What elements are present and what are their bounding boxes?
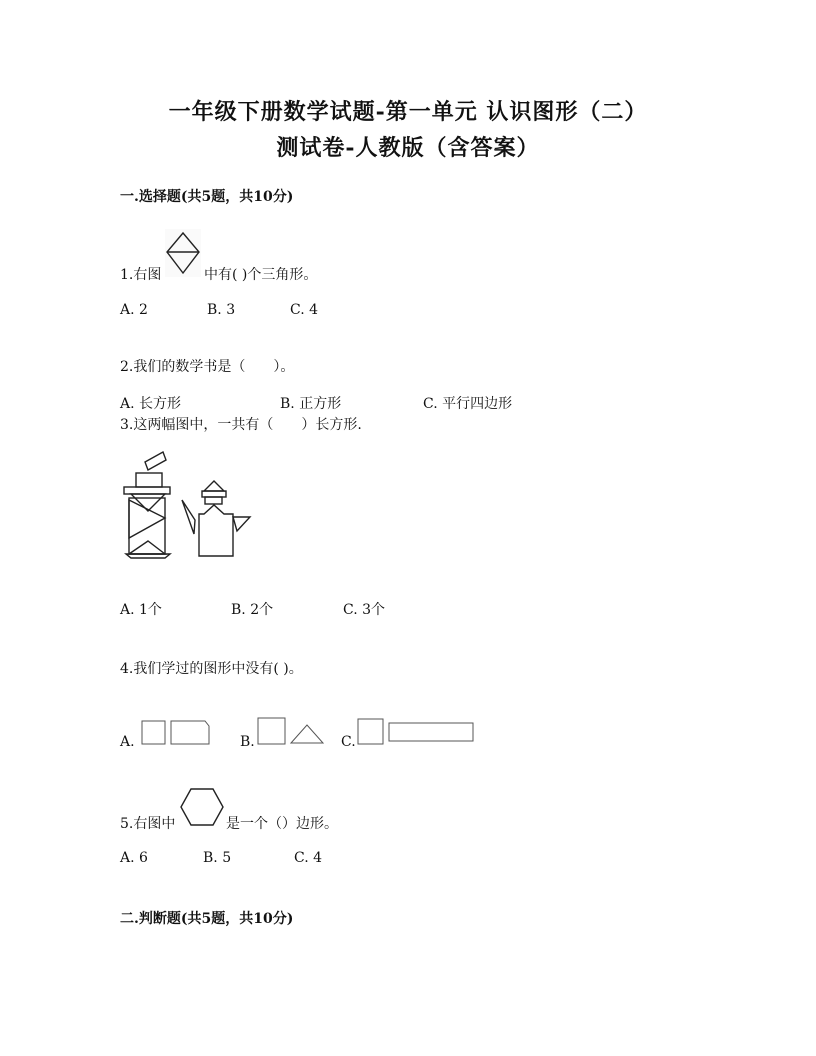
question-1-option-a[interactable]: A. 2 [120,302,148,318]
question-3-option-c[interactable]: C. 3个 [343,602,386,618]
question-3-text: 3.这两幅图中，一共有（ ）长方形. [120,417,362,433]
question-4-option-c[interactable]: C. [341,734,356,750]
question-3-option-b[interactable]: B. 2个 [231,602,274,618]
page-title-line1: 一年级下册数学试题-第一单元 认识图形（二） [168,99,648,125]
section-heading-judgement: 二.判断题(共5题，共10分) [120,911,294,927]
question-3-option-a[interactable]: A. 1个 [120,602,162,618]
question-4-text: 4.我们学过的图形中没有( )。 [120,661,303,677]
hexagon-icon [180,787,224,827]
question-5-suffix: 是一个（）边形。 [226,816,338,832]
question-5-option-c[interactable]: C. 4 [294,850,323,866]
question-5-option-a[interactable]: A. 6 [120,850,148,866]
question-2-option-c[interactable]: C. 平行四边形 [423,396,513,412]
question-1-option-b[interactable]: B. 3 [207,302,236,318]
square-and-cut-rectangle-icon [141,719,211,747]
question-1-suffix: 中有( )个三角形。 [204,267,318,283]
question-4-option-b[interactable]: B. [240,734,255,750]
section-heading-choice: 一.选择题(共5题，共10分) [120,189,294,205]
question-5-option-b[interactable]: B. 5 [203,850,232,866]
question-2-option-b[interactable]: B. 正方形 [280,396,342,412]
diamond-split-icon [165,229,201,277]
question-2-option-a[interactable]: A. 长方形 [120,396,182,412]
question-2-text: 2.我们的数学书是（ ）。 [120,359,295,375]
square-and-long-rectangle-icon [357,717,477,747]
question-5-prefix: 5.右图中 [120,816,176,832]
tangram-figures-icon [118,448,258,563]
square-and-triangle-icon [257,716,327,748]
question-1-prefix: 1.右图 [120,267,162,283]
question-4-option-a[interactable]: A. [120,734,135,750]
page-title-line2: 测试卷-人教版（含答案） [276,135,540,161]
question-1-option-c[interactable]: C. 4 [290,302,319,318]
